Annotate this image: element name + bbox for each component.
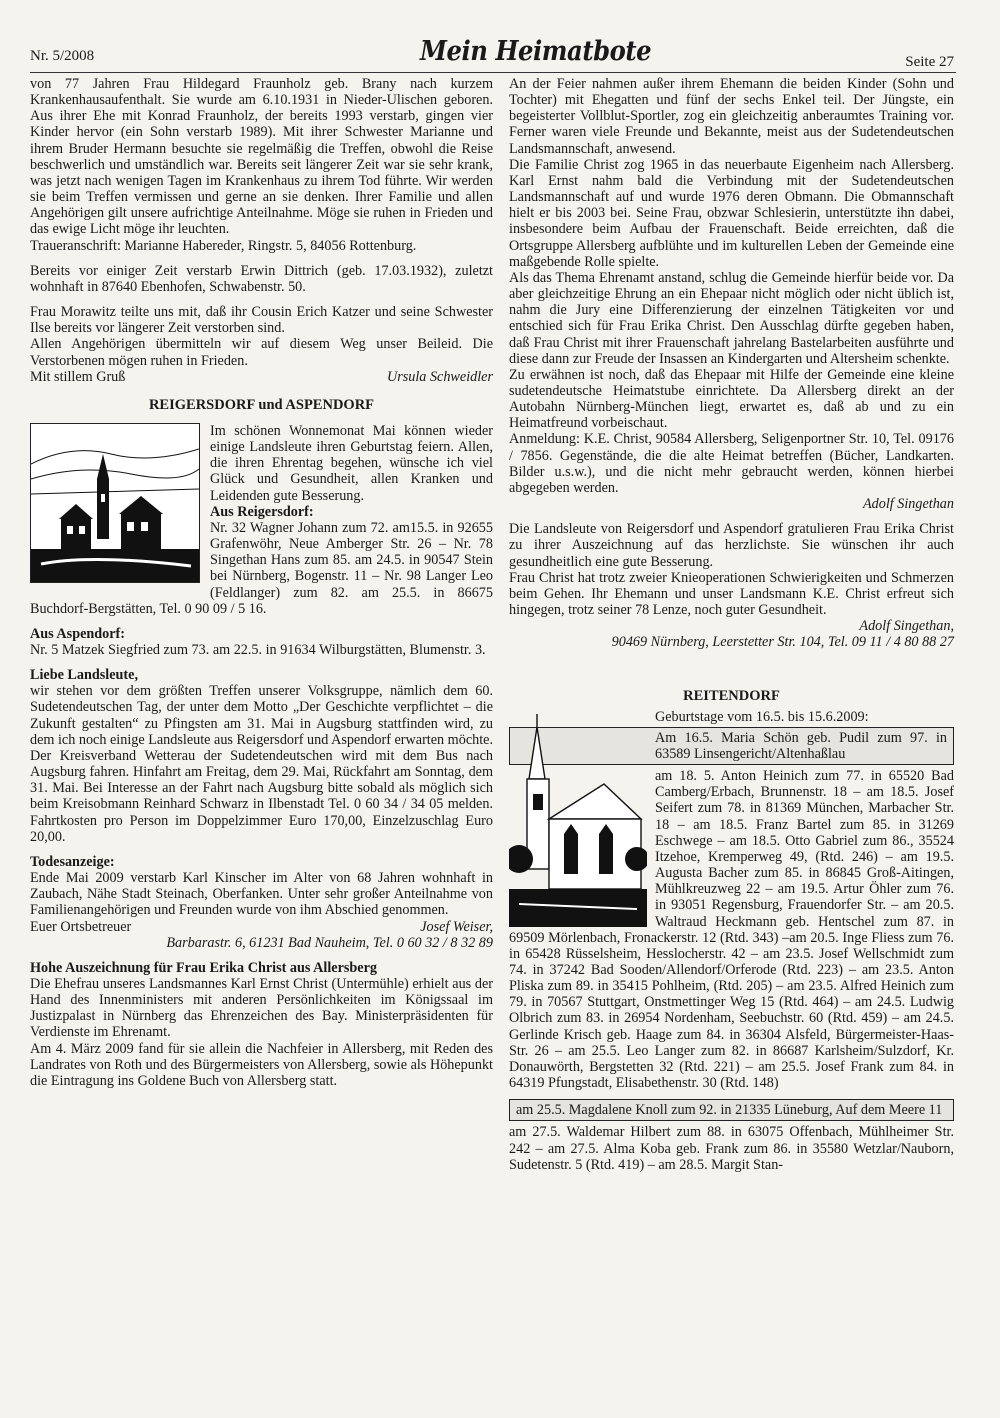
auszeichnung-text: Die Ehefrau unseres Landsmannes Karl Ernst Christ (Untermühle) erhielt aus der Hand des Innenministers mit anderen Persönlichkeiten im Königssaal im Justizpalast in Nürnberg das Ehrenzeichen des Bay. Ministerpräsidenten für Verdienste im Ehrenamt. xyxy=(30,975,493,1041)
anmeldung-text: Anmeldung: K.E. Christ, 90584 Allersberg, Seligenportner Str. 10, Tel. 09176 / 7856. Gegenstände, die die alte Heimat betreffen (Bücher, Landkarten. Bilder u.s.w.), und die nicht mehr gebraucht werden, können hierbei abgegeben werden. xyxy=(509,431,954,496)
birthday-list-reitendorf: am 18. 5. Anton Heinich zum 77. in 65520 Bad Camberg/Erbach, Brunnenstr. 18 – am 18.5. Josef Seifert zum 78. in 81369 München, Marbacher Str. 18 – am 18.5. Franz Bartel zum 85. in 31269 Eschwege – am 18.5. Otto Gabriel zum 86., 35524 Itzehoe, Kremperweg 49, (Rtd. 246) – am 19.5. Augusta Bacher zum 85. in 86845 Groß-Aitingen, Mühlkreuzweg 22 – am 19.5. Artur Öhler zum 76. in 93051 Regensburg, Frauendorfer Str. – am 20.5. Waltraud Heckmann geb. Hentschel zum 87. in 69509 Mörlenbach, Fronackerstr. 12 (Rtd. 343) –am 20.5. Inge Fliess zum 76. in 65428 Rüsselsheim, Hesslocherstr. 42 – am 23.5. Josef Wellschmidt zum 74. in 37242 Bad Sooden/Allendorf/Orferode (Rtd. 223) – am 23.5. Anton Pliska zum 89. in 35415 Pohlheim, (Rtd. 205) – am 23.5. Alfred Heinich zum 79. in 70567 Stuttgart, Onstmettinger Weg 15 (Rtd. 464) – am 24.5. Ludwig Olbrich zum 83. in 26954 Nordenham, Seebuchstr. 60 (Rtd. 459) – am 24.5. Gerlinde Krisch geb. Haage zum 84. in 36304 Alsfeld, Bürgermeister-Haas-Str. 26 – am 25.5. Leo Langer zum 82. in 86687 Karlsheim/Sulzdorf, Kr. Donauwörth, Bergstetten 32 (Rtd. 221) – am 25.5. Josef Frank zum 84. in 64319 Pfungstadt, Elisabethenstr. 30 (Rtd. 148) xyxy=(509,768,954,1092)
signature-singethan-1: Adolf Singethan xyxy=(862,496,954,513)
greeting-line xyxy=(30,369,493,385)
subheading-reigersdorf: Aus Reigersdorf: xyxy=(210,503,314,520)
gesundheit-text: Frau Christ hat trotz zweier Knieoperationen Schwierigkeiten und Schmerzen beim Gehen. Ihr Ehemann und unser Landsmann K.E. Christ erfreut sich hingegen, trotz seiner 78 Lenze, noch guter Gesundheit. xyxy=(509,569,954,618)
gratulation-text: Die Landsleute von Reigersdorf und Aspendorf gratulieren Frau Erika Christ zu ihrer Auszeichnung auf das herzlichste. Sie wünschen ihr auch gesundheitlich eine gute Besserung. xyxy=(509,521,954,570)
funeral-address: Traueranschrift: Marianne Habereder, Ringstr. 5, 84056 Rottenburg. xyxy=(30,237,417,254)
church-drawing-reitendorf xyxy=(509,709,647,927)
obituary-fraunholz: von 77 Jahren Frau Hildegard Fraunholz geb. Brany nach kurzem Krankenhausaufenthalt. Sie wurde am 6.10.1931 in Nieder-Ulischen geboren. Aus ihrer Ehe mit Konrad Fraunholz, der bereits 1993 verstarb, gingen vier Kinder hervor (ein Sohn verstarb 1989). Mit ihrer Schwester Marianne und ihrem Bruder Hermann besuchte sie regelmäßig die Treffen, obwohl die Reise beschwerlich und umständlich war. Bereits seit längerer Zeit war sie sehr krank, was jetzt nach wenigen Tagen im Krankenhaus zu ihrem Tod führte. Wir werden sie beim Treffen vermissen und gerne an sie denken. Ihrer Familie und allen Angehörigen gilt unsere aufrichtige Anteilnahme. Möge sie ruhen in Frieden und das ewige Licht möge ihr leuchten. xyxy=(30,76,493,238)
highlight-box-knoll: am 25.5. Magdalene Knoll zum 92. in 21335 Lüneburg, Auf dem Meere 11 xyxy=(509,1099,954,1121)
birthday-list-reitendorf-cont: am 27.5. Waldemar Hilbert zum 88. in 63075 Offenbach, Mühlheimer Str. 242 – am 27.5. Alma Koba geb. Frank zum 86. in 35580 Wetzlar/Nauborn, Sudetenstr. 5 (Rtd. 419) – am 28.5. Margit Stan- xyxy=(509,1124,954,1173)
ortsbetreuer-line xyxy=(30,919,493,935)
nachfeier-text: Am 4. März 2009 fand für sie allein die Nachfeier in Allersberg, mit Reden des Landrates von Roth und des Bürgermeisters von Allersberg, sowie als Höhepunkt die Eintragung ins Goldene Buch von Allersberg statt. xyxy=(30,1040,493,1089)
obituary-dittrich: Bereits vor einiger Zeit verstarb Erwin Dittrich (geb. 17.03.1932), zuletzt wohnhaft in 87640 Ebenhofen, Schwabenstr. 50. xyxy=(30,262,493,295)
right-column xyxy=(509,76,954,1173)
section-title-reigersdorf: REIGERSDORF und ASPENDORF xyxy=(148,396,375,413)
signature-singethan-2: Adolf Singethan, xyxy=(859,618,954,635)
feier-text: An der Feier nahmen außer ihrem Ehemann die beiden Kinder (Sohn und Tochter) mit Ehegatten und fünf der sechs Enkel teil. Der Jüngste, ein begeisterter Vollblut-Sportler, zog ein gleichzeitig anberaumtes Training vor. Ferner waren viele Freunde und Bekannte, meist aus der Sudetendeutschen Landsmannschaft, anwesend. xyxy=(509,76,954,157)
subheading-liebe-landsleute: Liebe Landsleute, xyxy=(30,667,138,684)
subheading-todesanzeige: Todesanzeige: xyxy=(30,853,115,870)
birthdays-reigersdorf: Nr. 32 Wagner Johann zum 72. am15.5. in 92655 Grafenwöhr, Neue Amberger Str. 26 – Nr. 78 Singethan Hans zum 85. am 24.5. in 90547 Stein bei Nürnberg, Bogenstr. 11 – Nr. 98 Langer Leo (Feldlanger) zum 82. am 25.5. in 86675 Buchdorf-Bergstätten, Tel. 0 90 09 / 5 16. xyxy=(30,519,493,617)
singethan-address: 90469 Nürnberg, Leerstetter Str. 104, Tel. 09 11 / 4 80 88 27 xyxy=(611,634,954,651)
masthead-logo: Mein Heimatbote xyxy=(420,36,652,67)
issue-number: Nr. 5/2008 xyxy=(30,48,95,64)
page-number: Seite 27 xyxy=(905,54,954,70)
ortsbetreuer-address: Barbarastr. 6, 61231 Bad Nauheim, Tel. 0 60 32 / 8 32 89 xyxy=(166,934,493,951)
birthday-intro: Im schönen Wonnemonat Mai können wieder einige Landsleute ihren Geburtstag feiern. Allen, die ihren Ehrentag begehen, wünsche ich viel Glück und Gesundheit, allen Kranken und Leidenden gute Besserung. xyxy=(210,422,493,504)
section-title-reitendorf: REITENDORF xyxy=(683,688,780,705)
obituary-kinscher: Ende Mai 2009 verstarb Karl Kinscher im Alter von 68 Jahren wohnhaft in Zaubach, Nähe Stadt Steinach, Oberfanken. Unter sehr großer Anteilnahme von Familienangehörigen und Freunden wurde von ihm Abschied genommen. xyxy=(30,870,493,919)
header-rule xyxy=(30,72,956,73)
birthdays-aspendorf: Nr. 5 Matzek Siegfried zum 73. am 22.5. in 91634 Wilburgstätten, Blumenstr. 3. xyxy=(30,642,486,658)
ortsbetreuer-signature: Josef Weiser, xyxy=(420,918,493,935)
subheading-auszeichnung: Hohe Auszeichnung für Frau Erika Christ aus Allersberg xyxy=(30,959,377,976)
obituary-katzer: Frau Morawitz teilte uns mit, daß ihr Cousin Erich Katzer und seine Schwester Ilse bereits vor längerer Zeit verstorben sind. xyxy=(30,304,493,337)
greeting-signature: Ursula Schweidler xyxy=(386,368,493,385)
left-column xyxy=(30,76,493,1089)
heimatstube-text: Zu erwähnen ist noch, daß das Ehepaar mit Hilfe der Gemeinde eine kleine sudetendeutsche Heimatstube einrichtete. Da Allersberg direkt an der Autobahn Nürnberg-München liegt, erwartet es, daß ab und zu ein Heimatfreund vorbeischaut. xyxy=(509,366,954,432)
condolences: Allen Angehörigen übermitteln wir auf diesem Weg unser Beileid. Die Verstorbenen mögen ruhen in Frieden. xyxy=(30,336,493,369)
subheading-aspendorf: Aus Aspendorf: xyxy=(30,625,125,642)
village-drawing-reigersdorf xyxy=(30,423,200,583)
geburtstage-range: Geburtstage vom 16.5. bis 15.6.2009: xyxy=(655,708,869,725)
ortsbetreuer-label: Euer Ortsbetreuer xyxy=(30,918,132,935)
sudetendeutscher-tag-text: wir stehen vor dem größten Treffen unserer Volksgruppe, nämlich dem 60. Sudetendeutschen Tag, der unter dem Motto „Der Geschichte verpflichtet – die Zukunft gestalten“ zu Pfingsten am 31. Mai in Augsburg stattfinden wird, zu dem ich noch einige Landsleute aus Reigersdorf und Aspendorf erwarten möchte. Der Kreisverband Wetterau der Sudetendeutschen wird mit dem Bus nach Augsburg fahren. Hinfahrt am Freitag, dem 29. Mai, Rückfahrt am Sonntag, dem 31. Mai. Bei Interesse an der Fahrt nach Augsburg bitte sobald als möglich sich beim Kreisobmann Reinhard Schwarz in Ilbenstadt Tel. 0 60 34 / 34 05 melden. Fahrtkosten pro Person im Doppelzimmer Euro 170,00, Einzelzuschlag Euro 20,00. xyxy=(30,683,493,845)
greeting: Mit stillem Gruß xyxy=(30,368,126,385)
familie-christ-text: Die Familie Christ zog 1965 in das neuerbaute Eigenheim nach Allersberg. Karl Ernst nahm bald die Verbindung mit der Sudetendeutschen Landsmannschaft auf und wurde 1976 deren Obmann. Die Obmannschaft hielt er bis 2003 bei. Seine Frau, obzwar Schlesierin, unterstützte ihn dabei, insbesondere beim Aufbau der Frauenschaft. Beide erreichten, daß die Ortsgruppe Allersberg aufblühte und im kulturellen Leben der Gemeinde eine maßgebende Rolle spielte. xyxy=(509,156,954,270)
ehrenamt-text: Als das Thema Ehrenamt anstand, schlug die Gemeinde hierfür beide vor. Da aber gleichzeitige Ehrung an ein Ehepaar nicht möglich oder nicht üblich ist, nahm die Jury eine Differenzierung der einzelnen Tätigkeiten vor und entschied sich für Frau Erika Christ. Den Ausschlag dürfte gegeben haben, daß Frau Christ mit ihrer Frauenschaft jahrelang Bastelarbeiten ausführte und diese dann zur Freude der Insassen an Kindergarten und Altersheim schenkte. xyxy=(509,269,954,367)
highlight-box-schoen: Am 16.5. Maria Schön geb. Pudil zum 97. in 63589 Linsengericht/Altenhaßlau xyxy=(509,727,954,765)
